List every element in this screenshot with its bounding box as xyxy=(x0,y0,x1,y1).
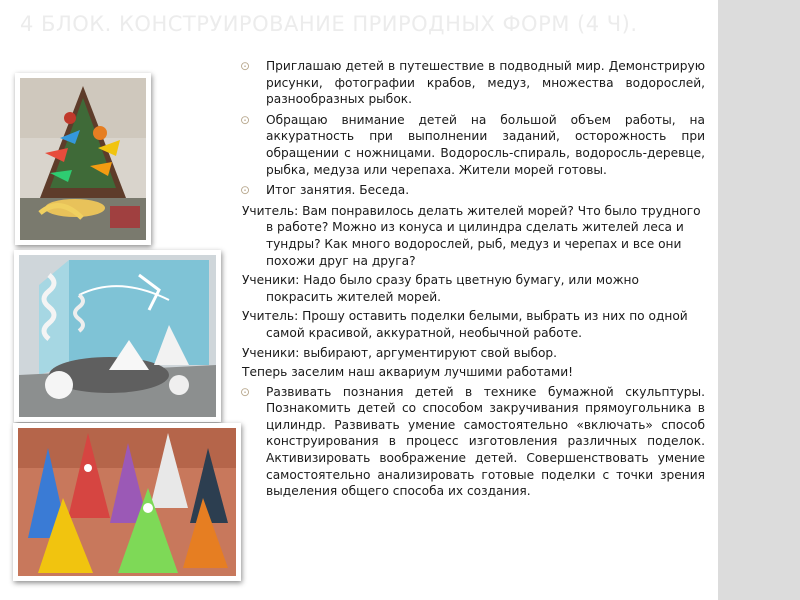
closing-line: Теперь заселим наш аквариум лучшими работами! xyxy=(242,365,574,380)
bullet-text-3: Итог занятия. Беседа. xyxy=(266,183,410,198)
bullet-text-2: Обращаю внимание детей на большой объем работы, на аккуратность при выполнении заданий, осторожность при обращении с ножницами. Водоросль-спираль, водоросль-деревце, рыбка, медуза или черепаха. Жители морей готовы. xyxy=(266,112,705,177)
bullet-item-1 xyxy=(240,58,705,108)
side-band xyxy=(718,0,800,600)
bullet-icon: ⊙ xyxy=(240,112,251,127)
paper-sculpture-tree-photo xyxy=(15,73,151,245)
dialogue-teacher-2: Учитель: Прошу оставить поделки белыми, выбрать из них по одной самой красивой, аккуратной, необычной работе. xyxy=(242,309,688,340)
bullet-icon: ⊙ xyxy=(240,59,251,73)
bullet-text-1: Приглашаю детей в путешествие в подводный мир. Демонстрирую рисунки, фотографии крабов, медуз, множества водорослей, разнообразных рыбок. xyxy=(266,59,705,107)
bullet-item-4 xyxy=(240,384,705,500)
bullet-item-3 xyxy=(240,182,705,199)
bullet-icon: ⊙ xyxy=(240,384,251,399)
bullet-item-2 xyxy=(240,112,705,178)
dialogue-students-2: Ученики: выбирают, аргументируют свой выбор. xyxy=(242,345,558,360)
slide-title: 4 БЛОК. КОНСТРУИРОВАНИЕ ПРИРОДНЫХ ФОРМ (4 Ч). xyxy=(20,12,638,36)
bullet-text-4: Развивать познания детей в технике бумажной скульптуры. Познакомить детей со способом закручивания прямоугольника в цилиндр. Развивать умение самостоятельно «включать» способ конструирования в процесс изготовления различных поделок. Активизировать воображение детей. Совершенствовать умение самостоятельно анализировать готовые поделки с точки зрения выделения общего способа их создания. xyxy=(266,384,705,499)
dialogue-students-1: Ученики: Надо было сразу брать цветную бумагу, или можно покрасить жителей морей. xyxy=(242,273,639,304)
bullet-icon: ⊙ xyxy=(240,183,251,198)
dialogue-teacher-1: Учитель: Вам понравилось делать жителей морей? Что было трудного в работе? Можно из конуса и цилиндра сделать жителей леса и тундры? Как много водорослей, рыб, медуз и черепах и все они похожи друг на друга? xyxy=(242,203,701,268)
paper-aquarium-model-photo xyxy=(14,250,221,422)
slide-content xyxy=(240,58,705,504)
paper-cone-figures-photo xyxy=(13,423,241,581)
